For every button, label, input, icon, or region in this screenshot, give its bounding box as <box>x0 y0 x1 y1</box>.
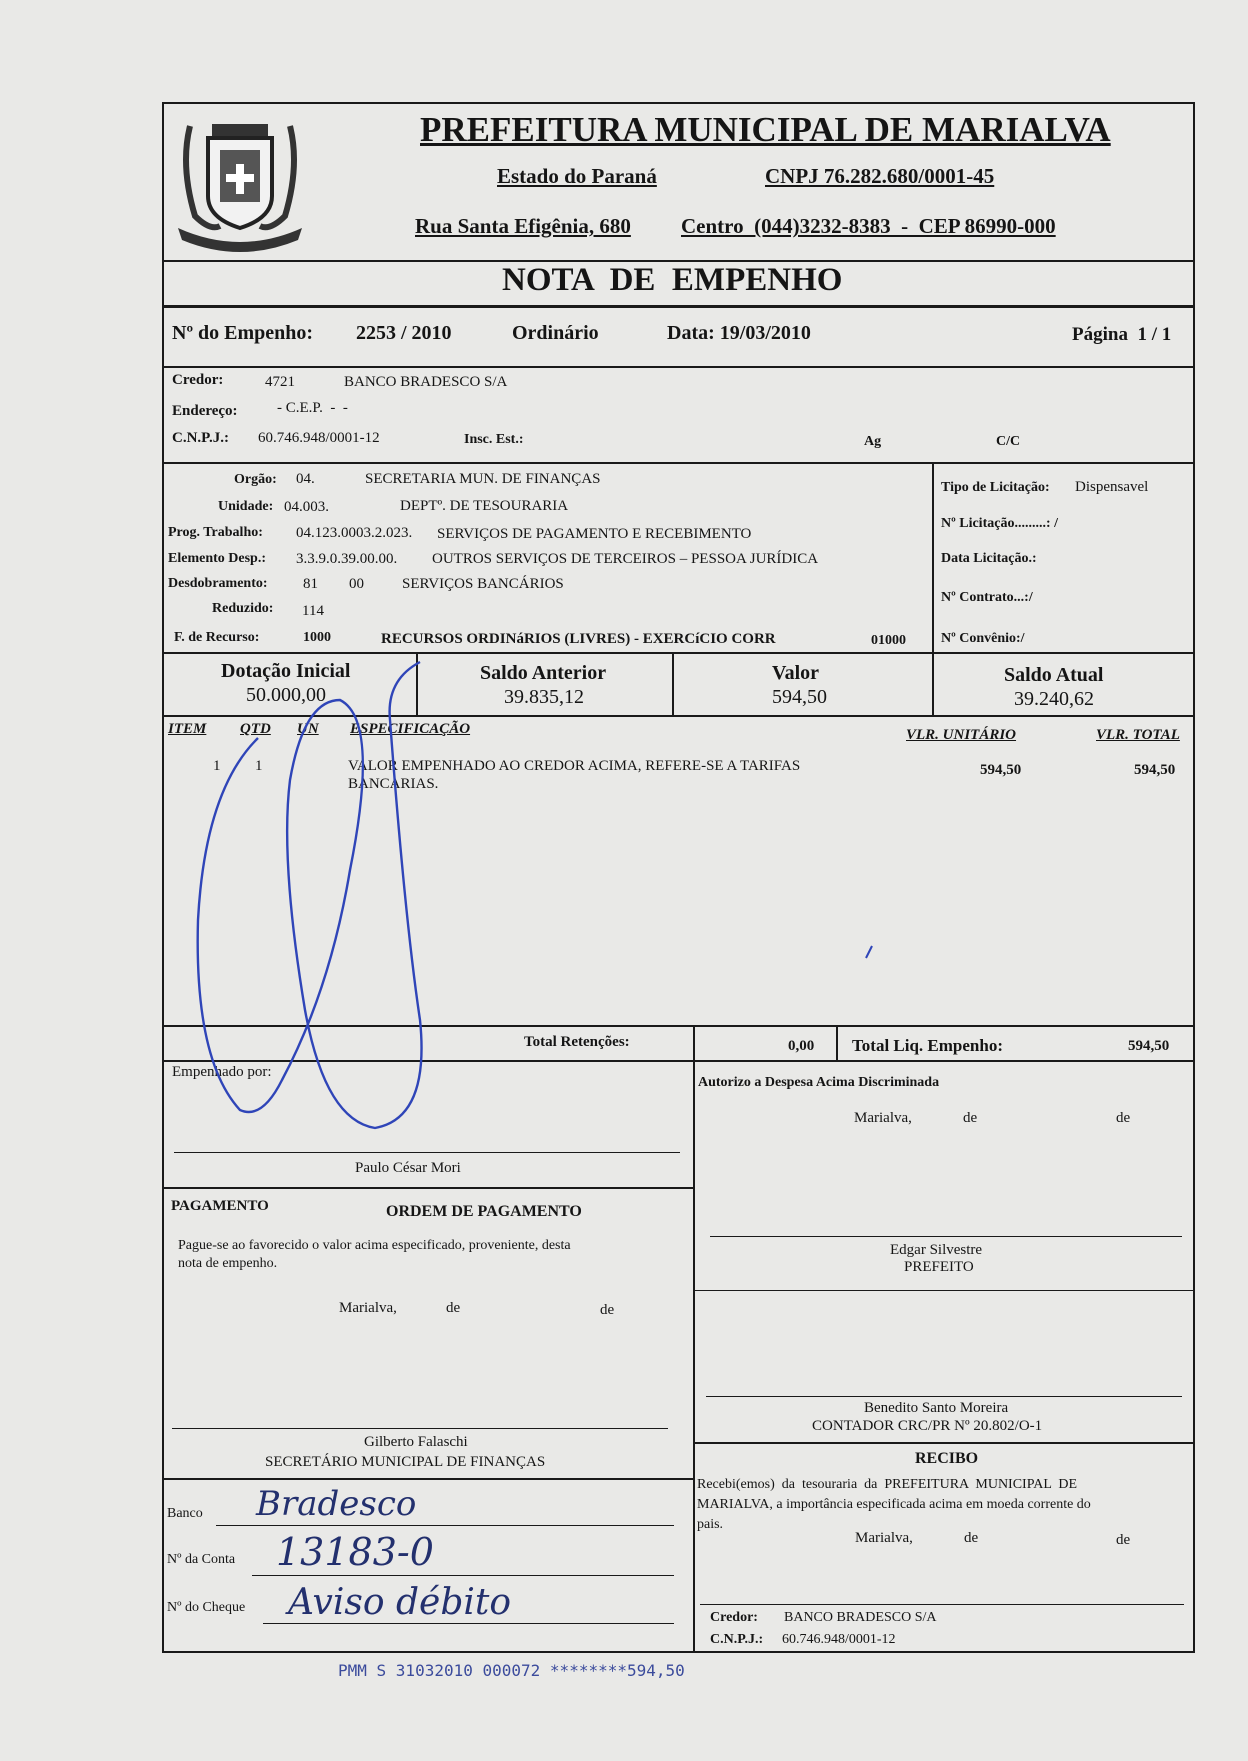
col-total: VLR. TOTAL <box>1096 727 1180 743</box>
recurso-name: RECURSOS ORDINáRIOS (LIVRES) - EXERCíCIO CORR <box>381 631 776 647</box>
recibo-label: RECIBO <box>915 1450 979 1467</box>
ordem-pagamento-label: ORDEM DE PAGAMENTO <box>386 1203 582 1220</box>
credor-name: BANCO BRADESCO S/A <box>344 374 508 390</box>
empenho-number: 2253 / 2010 <box>356 322 452 344</box>
recibo-credor-value: BANCO BRADESCO S/A <box>784 1610 937 1625</box>
prefeito-title: PREFEITO <box>904 1259 974 1275</box>
liquido-value: 594,50 <box>1128 1038 1170 1054</box>
licitacao-contrato: Nº Contrato...:/ <box>941 590 1033 605</box>
row-unit: 594,50 <box>980 762 1022 778</box>
credor-label: Credor: <box>172 372 224 388</box>
banco-handwritten: Bradesco <box>256 1484 417 1524</box>
empenhado-name: Paulo César Mori <box>355 1160 461 1176</box>
row-total: 594,50 <box>1134 762 1176 778</box>
unidade-label: Unidade: <box>218 499 274 514</box>
anterior-label: Saldo Anterior <box>480 662 607 684</box>
retencoes-label: Total Retenções: <box>524 1034 630 1050</box>
pagamento-label: PAGAMENTO <box>171 1198 269 1214</box>
machine-stamp: PMM S 31032010 000072 ********594,50 <box>338 1661 685 1680</box>
unidade-name: DEPTº. DE TESOURARIA <box>400 498 569 514</box>
ag-label: Ag <box>864 434 882 449</box>
atual-label: Saldo Atual <box>1004 664 1104 686</box>
empenho-type: Ordinário <box>512 322 599 344</box>
recibo-text2: MARIALVA, a importância especificada acima em moeda corrente do <box>697 1497 1091 1512</box>
cnpj-value: 60.746.948/0001-12 <box>258 430 380 446</box>
reduzido-value: 114 <box>302 603 324 619</box>
empenho-date: Data: 19/03/2010 <box>667 322 811 344</box>
autorizo-de2: de <box>1116 1110 1131 1126</box>
contador-name: Benedito Santo Moreira <box>864 1400 1009 1416</box>
elem-name: OUTROS SERVIÇOS DE TERCEIROS – PESSOA JURÍDICA <box>432 551 819 567</box>
reduzido-label: Reduzido: <box>212 601 274 616</box>
prog-label: Prog. Trabalho: <box>168 525 263 540</box>
cheque-handwritten: Aviso débito <box>288 1582 512 1623</box>
conta-label: Nº da Conta <box>167 1552 236 1567</box>
unidade-code: 04.003. <box>284 499 329 515</box>
row-qtd: 1 <box>255 758 263 774</box>
elem-label: Elemento Desp.: <box>168 551 266 566</box>
secretario-title: SECRETÁRIO MUNICIPAL DE FINANÇAS <box>265 1454 546 1470</box>
autorizo-de1: de <box>963 1110 978 1126</box>
endereco-label: Endereço: <box>172 403 238 419</box>
prog-name: SERVIÇOS DE PAGAMENTO E RECEBIMENTO <box>437 526 752 542</box>
row-desc1: VALOR EMPENHADO AO CREDOR ACIMA, REFERE-SE A TARIFAS <box>348 758 801 774</box>
contador-title: CONTADOR CRC/PR Nº 20.802/O-1 <box>812 1418 1043 1434</box>
secretario-name: Gilberto Falaschi <box>364 1434 468 1450</box>
header-cnpj: CNPJ 76.282.680/0001-45 <box>765 164 995 188</box>
col-unit: VLR. UNITÁRIO <box>906 727 1017 743</box>
row-desc2: BANCARIAS. <box>348 776 439 792</box>
desd-name: SERVIÇOS BANCÁRIOS <box>402 576 564 592</box>
liquido-label: Total Liq. Empenho: <box>852 1036 1003 1055</box>
recurso-code: 1000 <box>303 630 331 645</box>
credor-code: 4721 <box>265 374 295 390</box>
licitacao-convenio: Nº Convênio:/ <box>941 631 1025 646</box>
endereco-value: - C.E.P. - - <box>277 400 348 416</box>
empenho-page: Página 1 / 1 <box>1072 324 1172 345</box>
row-item: 1 <box>213 758 221 774</box>
licitacao-tipo: Dispensavel <box>1075 479 1149 495</box>
col-esp: ESPECIFICAÇÃO <box>350 721 471 737</box>
header-title: PREFEITURA MUNICIPAL DE MARIALVA <box>420 110 1111 149</box>
valor-label: Valor <box>772 662 820 684</box>
dotacao-value: 50.000,00 <box>246 684 326 706</box>
recibo-text3: pais. <box>697 1517 724 1532</box>
licitacao-tipo-label: Tipo de Licitação: <box>941 480 1050 495</box>
recibo-cnpj-label: C.N.P.J.: <box>710 1632 764 1647</box>
doc-title: NOTA DE EMPENHO <box>502 262 843 298</box>
cnpj-label: C.N.P.J.: <box>172 430 229 446</box>
pagamento-de2: de <box>600 1302 615 1318</box>
dotacao-label: Dotação Inicial <box>221 660 351 682</box>
header-address: Rua Santa Efigênia, 680 <box>415 214 631 238</box>
orgao-label: Orgão: <box>234 472 277 487</box>
col-item: ITEM <box>168 721 207 737</box>
recibo-de2: de <box>1116 1532 1131 1548</box>
header-district: Centro (044)3232-8383 - CEP 86990-000 <box>681 214 1056 238</box>
desd-a: 81 <box>303 576 318 592</box>
recibo-credor-label: Credor: <box>710 1610 758 1625</box>
desd-b: 00 <box>349 576 364 592</box>
retencoes-value: 0,00 <box>788 1038 815 1054</box>
orgao-code: 04. <box>296 471 315 487</box>
recurso-label: F. de Recurso: <box>174 630 260 645</box>
col-un: UN <box>297 721 319 737</box>
recibo-cnpj-value: 60.746.948/0001-12 <box>782 1632 896 1647</box>
prefeito-name: Edgar Silvestre <box>890 1242 983 1258</box>
anterior-value: 39.835,12 <box>504 686 584 708</box>
autorizo-place: Marialva, <box>854 1110 912 1126</box>
empenhado-label: Empenhado por: <box>172 1064 272 1080</box>
prog-code: 04.123.0003.2.023. <box>296 525 413 541</box>
desd-label: Desdobramento: <box>168 576 268 591</box>
recibo-de1: de <box>964 1530 979 1546</box>
autorizo-label: Autorizo a Despesa Acima Discriminada <box>698 1075 940 1090</box>
licitacao-data: Data Licitação.: <box>941 551 1037 566</box>
recibo-place: Marialva, <box>855 1530 913 1546</box>
pagamento-place: Marialva, <box>339 1300 397 1316</box>
conta-handwritten: 13183-0 <box>276 1530 434 1574</box>
pagamento-text1: Pague-se ao favorecido o valor acima especificado, proveniente, desta <box>178 1238 571 1253</box>
atual-value: 39.240,62 <box>1014 688 1094 710</box>
empenho-label: Nº do Empenho: <box>172 322 314 344</box>
banco-label: Banco <box>167 1506 203 1521</box>
recibo-text1: Recebi(emos) da tesouraria da PREFEITURA MUNICIPAL DE <box>697 1477 1078 1492</box>
pagamento-text2: nota de empenho. <box>178 1256 278 1271</box>
valor-value: 594,50 <box>772 686 827 708</box>
col-qtd: QTD <box>240 721 271 737</box>
header-state: Estado do Paraná <box>497 164 657 188</box>
recurso-code2: 01000 <box>871 633 906 648</box>
pagamento-de1: de <box>446 1300 461 1316</box>
cheque-label: Nº do Cheque <box>167 1600 246 1615</box>
cc-label: C/C <box>996 434 1021 449</box>
licitacao-num: Nº Licitação.........: / <box>941 516 1058 531</box>
insc-label: Insc. Est.: <box>464 432 524 447</box>
elem-code: 3.3.9.0.39.00.00. <box>296 551 398 567</box>
orgao-name: SECRETARIA MUN. DE FINANÇAS <box>365 471 601 487</box>
